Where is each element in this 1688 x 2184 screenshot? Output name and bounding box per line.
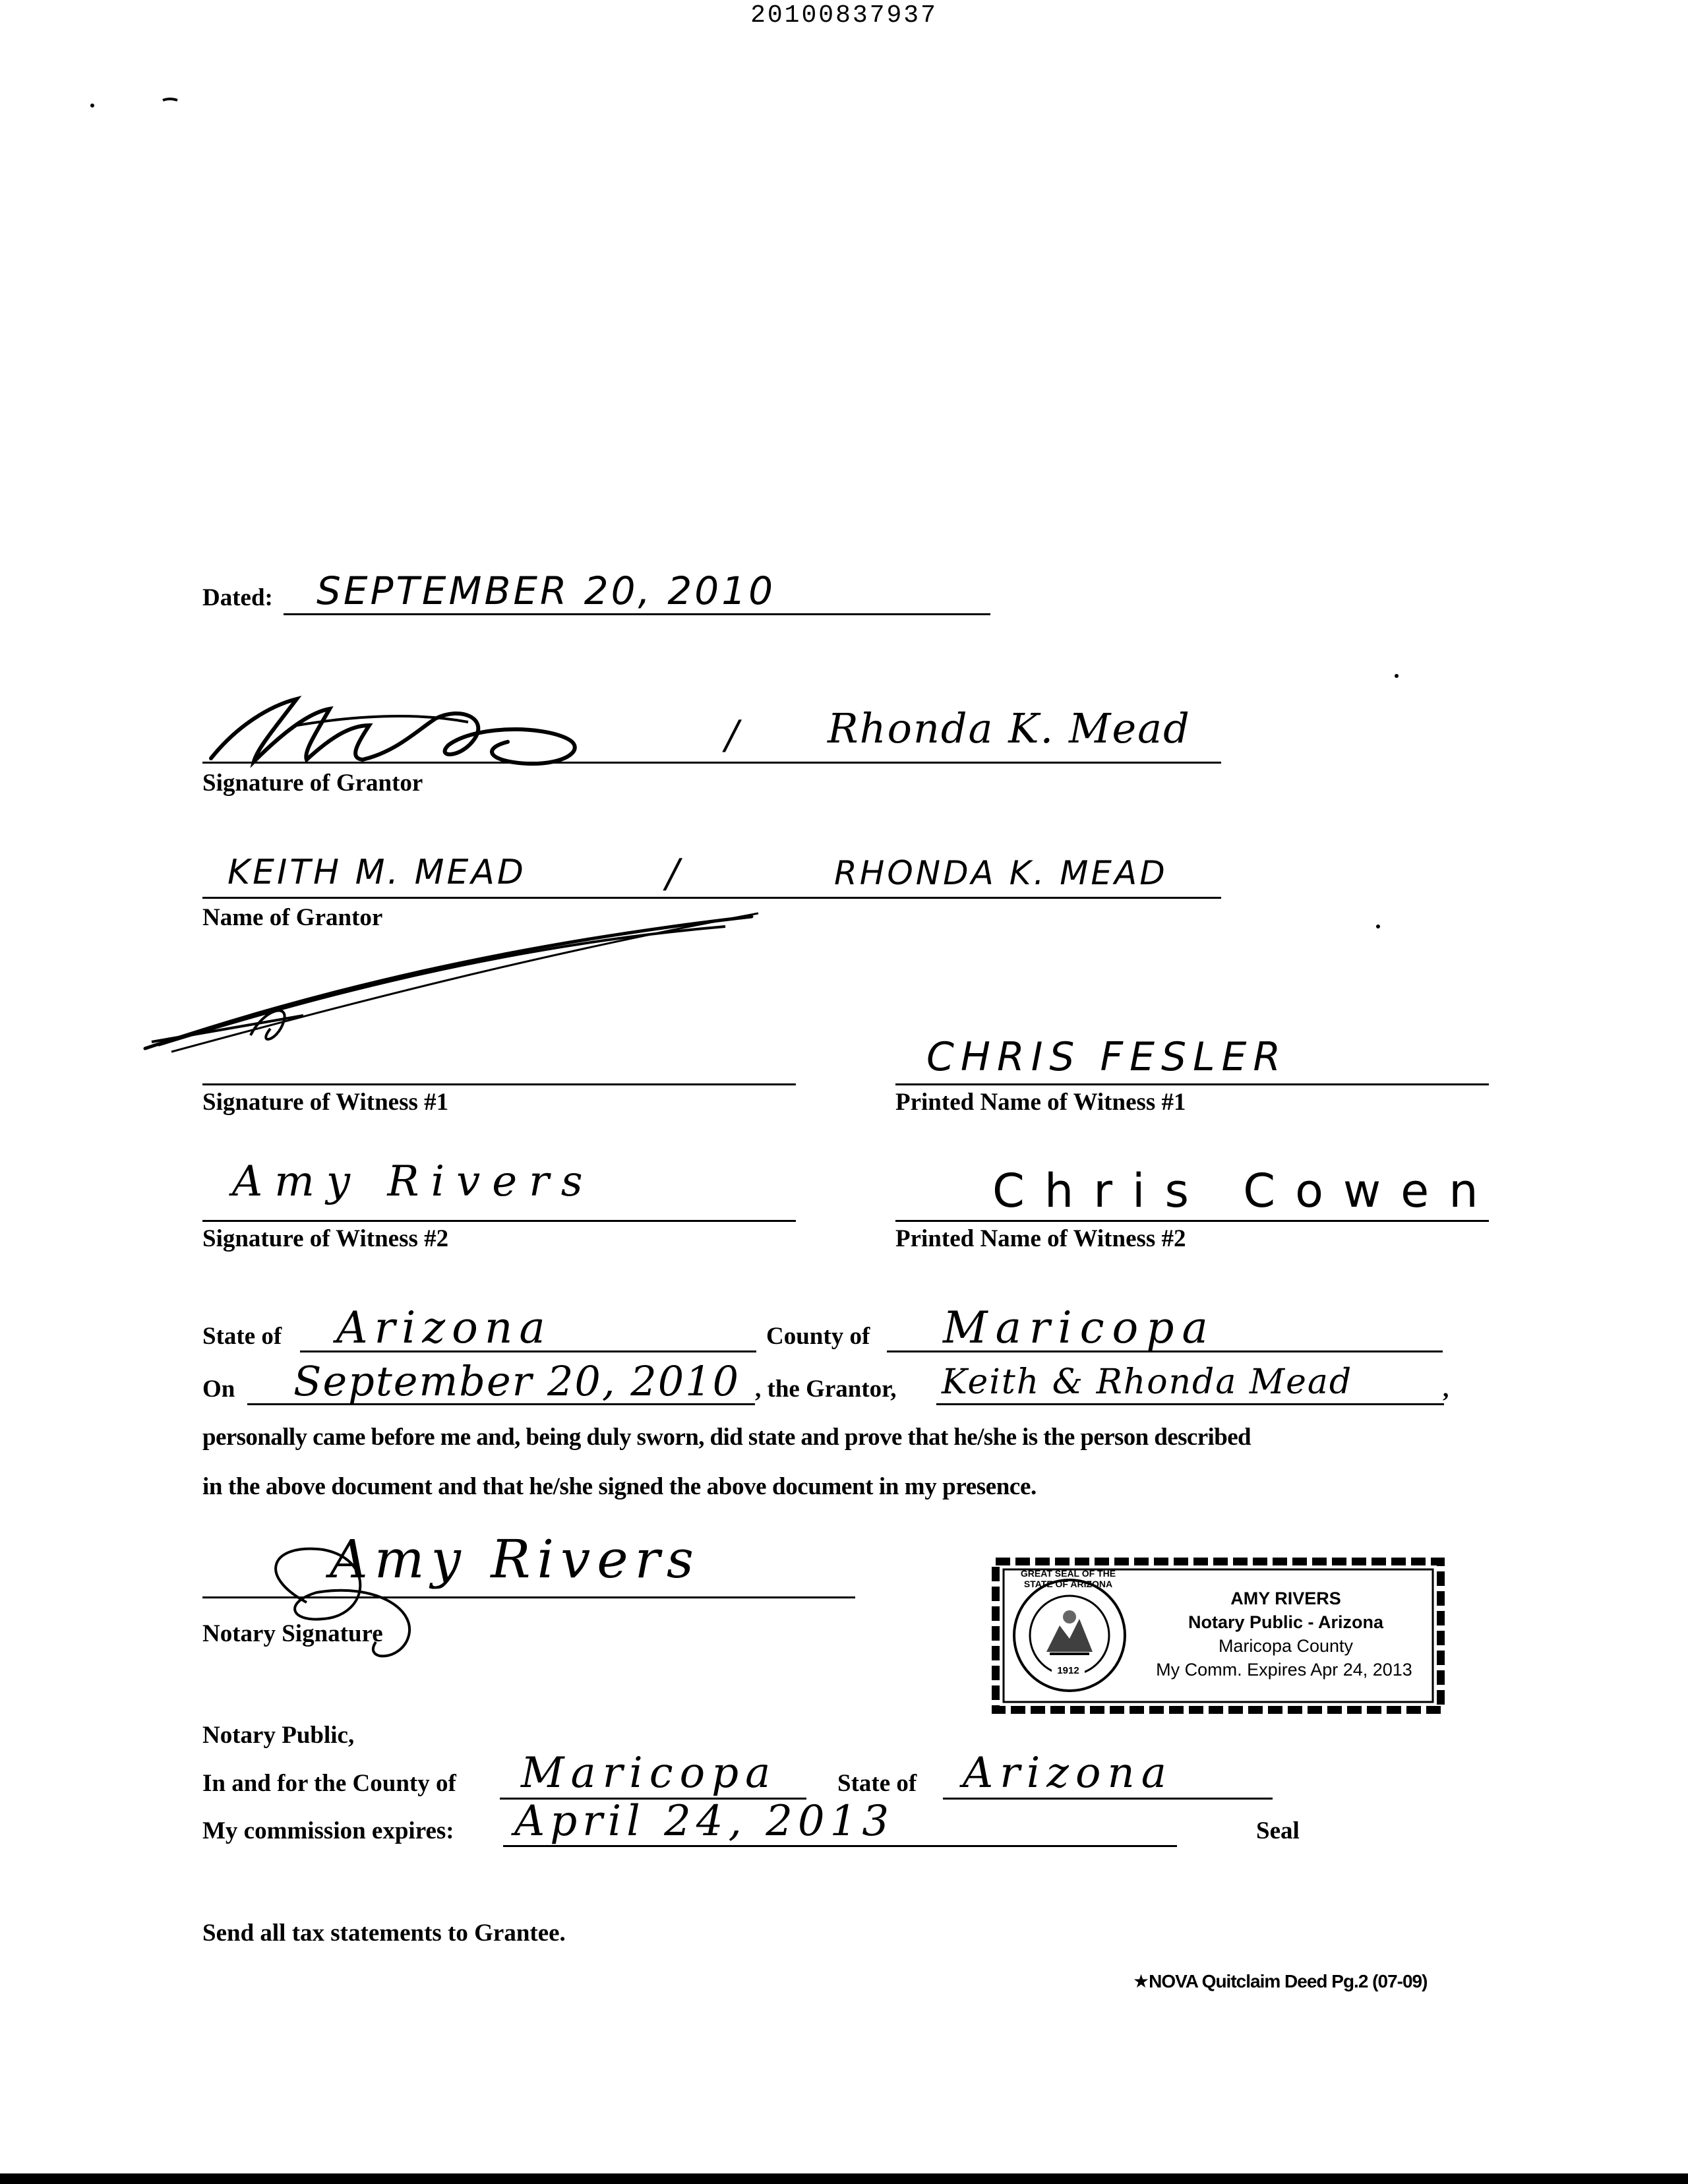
ack-paragraph-line-2: in the above document and that he/she signed the above document in my presence. <box>202 1473 1037 1500</box>
ack-trailing-comma: , <box>1443 1376 1449 1403</box>
stamp-expires: My Comm. Expires Apr 24, 2013 <box>1156 1660 1412 1680</box>
ack-grantor-label: , the Grantor, <box>755 1376 897 1403</box>
grantor-name-label: Name of Grantor <box>202 904 383 931</box>
notary-county-label: In and for the County of <box>202 1770 456 1797</box>
witness-2-printed-label: Printed Name of Witness #2 <box>895 1225 1186 1252</box>
ack-date-value: September 20, 2010 <box>293 1357 740 1405</box>
ack-paragraph-line-1: personally came before me and, being duly sworn, did state and prove that he/she is the person described <box>202 1424 1251 1451</box>
witness-2-signature: Amy Rivers <box>232 1157 595 1206</box>
witness-1-printed-label: Printed Name of Witness #1 <box>895 1089 1186 1116</box>
grantor-1-name: KEITH M. MEAD <box>227 853 526 892</box>
witness-1-signature <box>132 910 765 1081</box>
document-number: 20100837937 <box>750 1 938 30</box>
grantor-signature-label: Signature of Grantor <box>202 770 423 797</box>
notary-commission-value: April 24, 2013 <box>514 1797 895 1846</box>
witness-2-signature-label: Signature of Witness #2 <box>202 1225 449 1252</box>
form-id: ★NOVA Quitclaim Deed Pg.2 (07-09) <box>1133 1971 1428 1991</box>
witness-2-printed-name: Chris Cowen <box>992 1164 1498 1218</box>
notary-seal-label: Seal <box>1256 1817 1300 1844</box>
ack-grantor-line <box>936 1403 1444 1405</box>
dated-value: SEPTEMBER 20, 2010 <box>316 568 776 613</box>
grantor-separator-1: / <box>725 712 740 758</box>
notary-commission-label: My commission expires: <box>202 1817 454 1844</box>
notary-signature-line <box>202 1596 855 1598</box>
scan-bottom-edge <box>0 2173 1688 2184</box>
witness-1-signature-line <box>202 1083 796 1085</box>
witness-2-signature-line <box>202 1220 796 1222</box>
ack-county-value: Maricopa <box>943 1302 1216 1353</box>
seal-ring-text: GREAT SEAL OF THE STATE OF ARIZONA <box>1020 1568 1116 1589</box>
notary-state-value: Arizona <box>963 1749 1173 1798</box>
witness-1-signature-label: Signature of Witness #1 <box>202 1089 449 1116</box>
notary-stamp <box>989 1555 1447 1716</box>
grantor-separator-2: / <box>666 851 681 897</box>
ack-state-label: State of <box>202 1323 282 1350</box>
notary-public-label: Notary Public, <box>202 1722 355 1749</box>
tax-statement: Send all tax statements to Grantee. <box>202 1920 566 1947</box>
ack-on-label: On <box>202 1376 235 1403</box>
grantor-1-signature <box>198 686 659 778</box>
stamp-title: Notary Public - Arizona <box>1188 1612 1384 1632</box>
stamp-name: AMY RIVERS <box>1230 1589 1341 1608</box>
grantor-2-signature: Rhonda K. Mead <box>828 704 1191 752</box>
witness-1-printed-name: CHRIS FESLER <box>926 1034 1288 1080</box>
stamp-county: Maricopa County <box>1218 1636 1354 1656</box>
grantor-name-line <box>202 897 1221 899</box>
ack-county-label: County of <box>766 1323 870 1350</box>
ack-grantor-value: Keith & Rhonda Mead <box>942 1362 1353 1402</box>
dated-line <box>284 613 990 615</box>
notary-signature-label: Notary Signature <box>202 1620 383 1647</box>
dated-label: Dated: <box>202 584 273 611</box>
seal-year: 1912 <box>1052 1666 1085 1676</box>
grantor-2-name: RHONDA K. MEAD <box>834 854 1168 892</box>
notary-state-label: State of <box>837 1770 917 1797</box>
notary-county-value: Maricopa <box>521 1749 777 1798</box>
notary-state-line <box>943 1798 1273 1800</box>
ack-state-value: Arizona <box>336 1302 552 1353</box>
witness-2-printed-line <box>895 1220 1489 1222</box>
notary-signature: Amy Rivers <box>330 1529 700 1590</box>
state-seal <box>1010 1576 1129 1695</box>
witness-1-printed-line <box>895 1083 1489 1085</box>
